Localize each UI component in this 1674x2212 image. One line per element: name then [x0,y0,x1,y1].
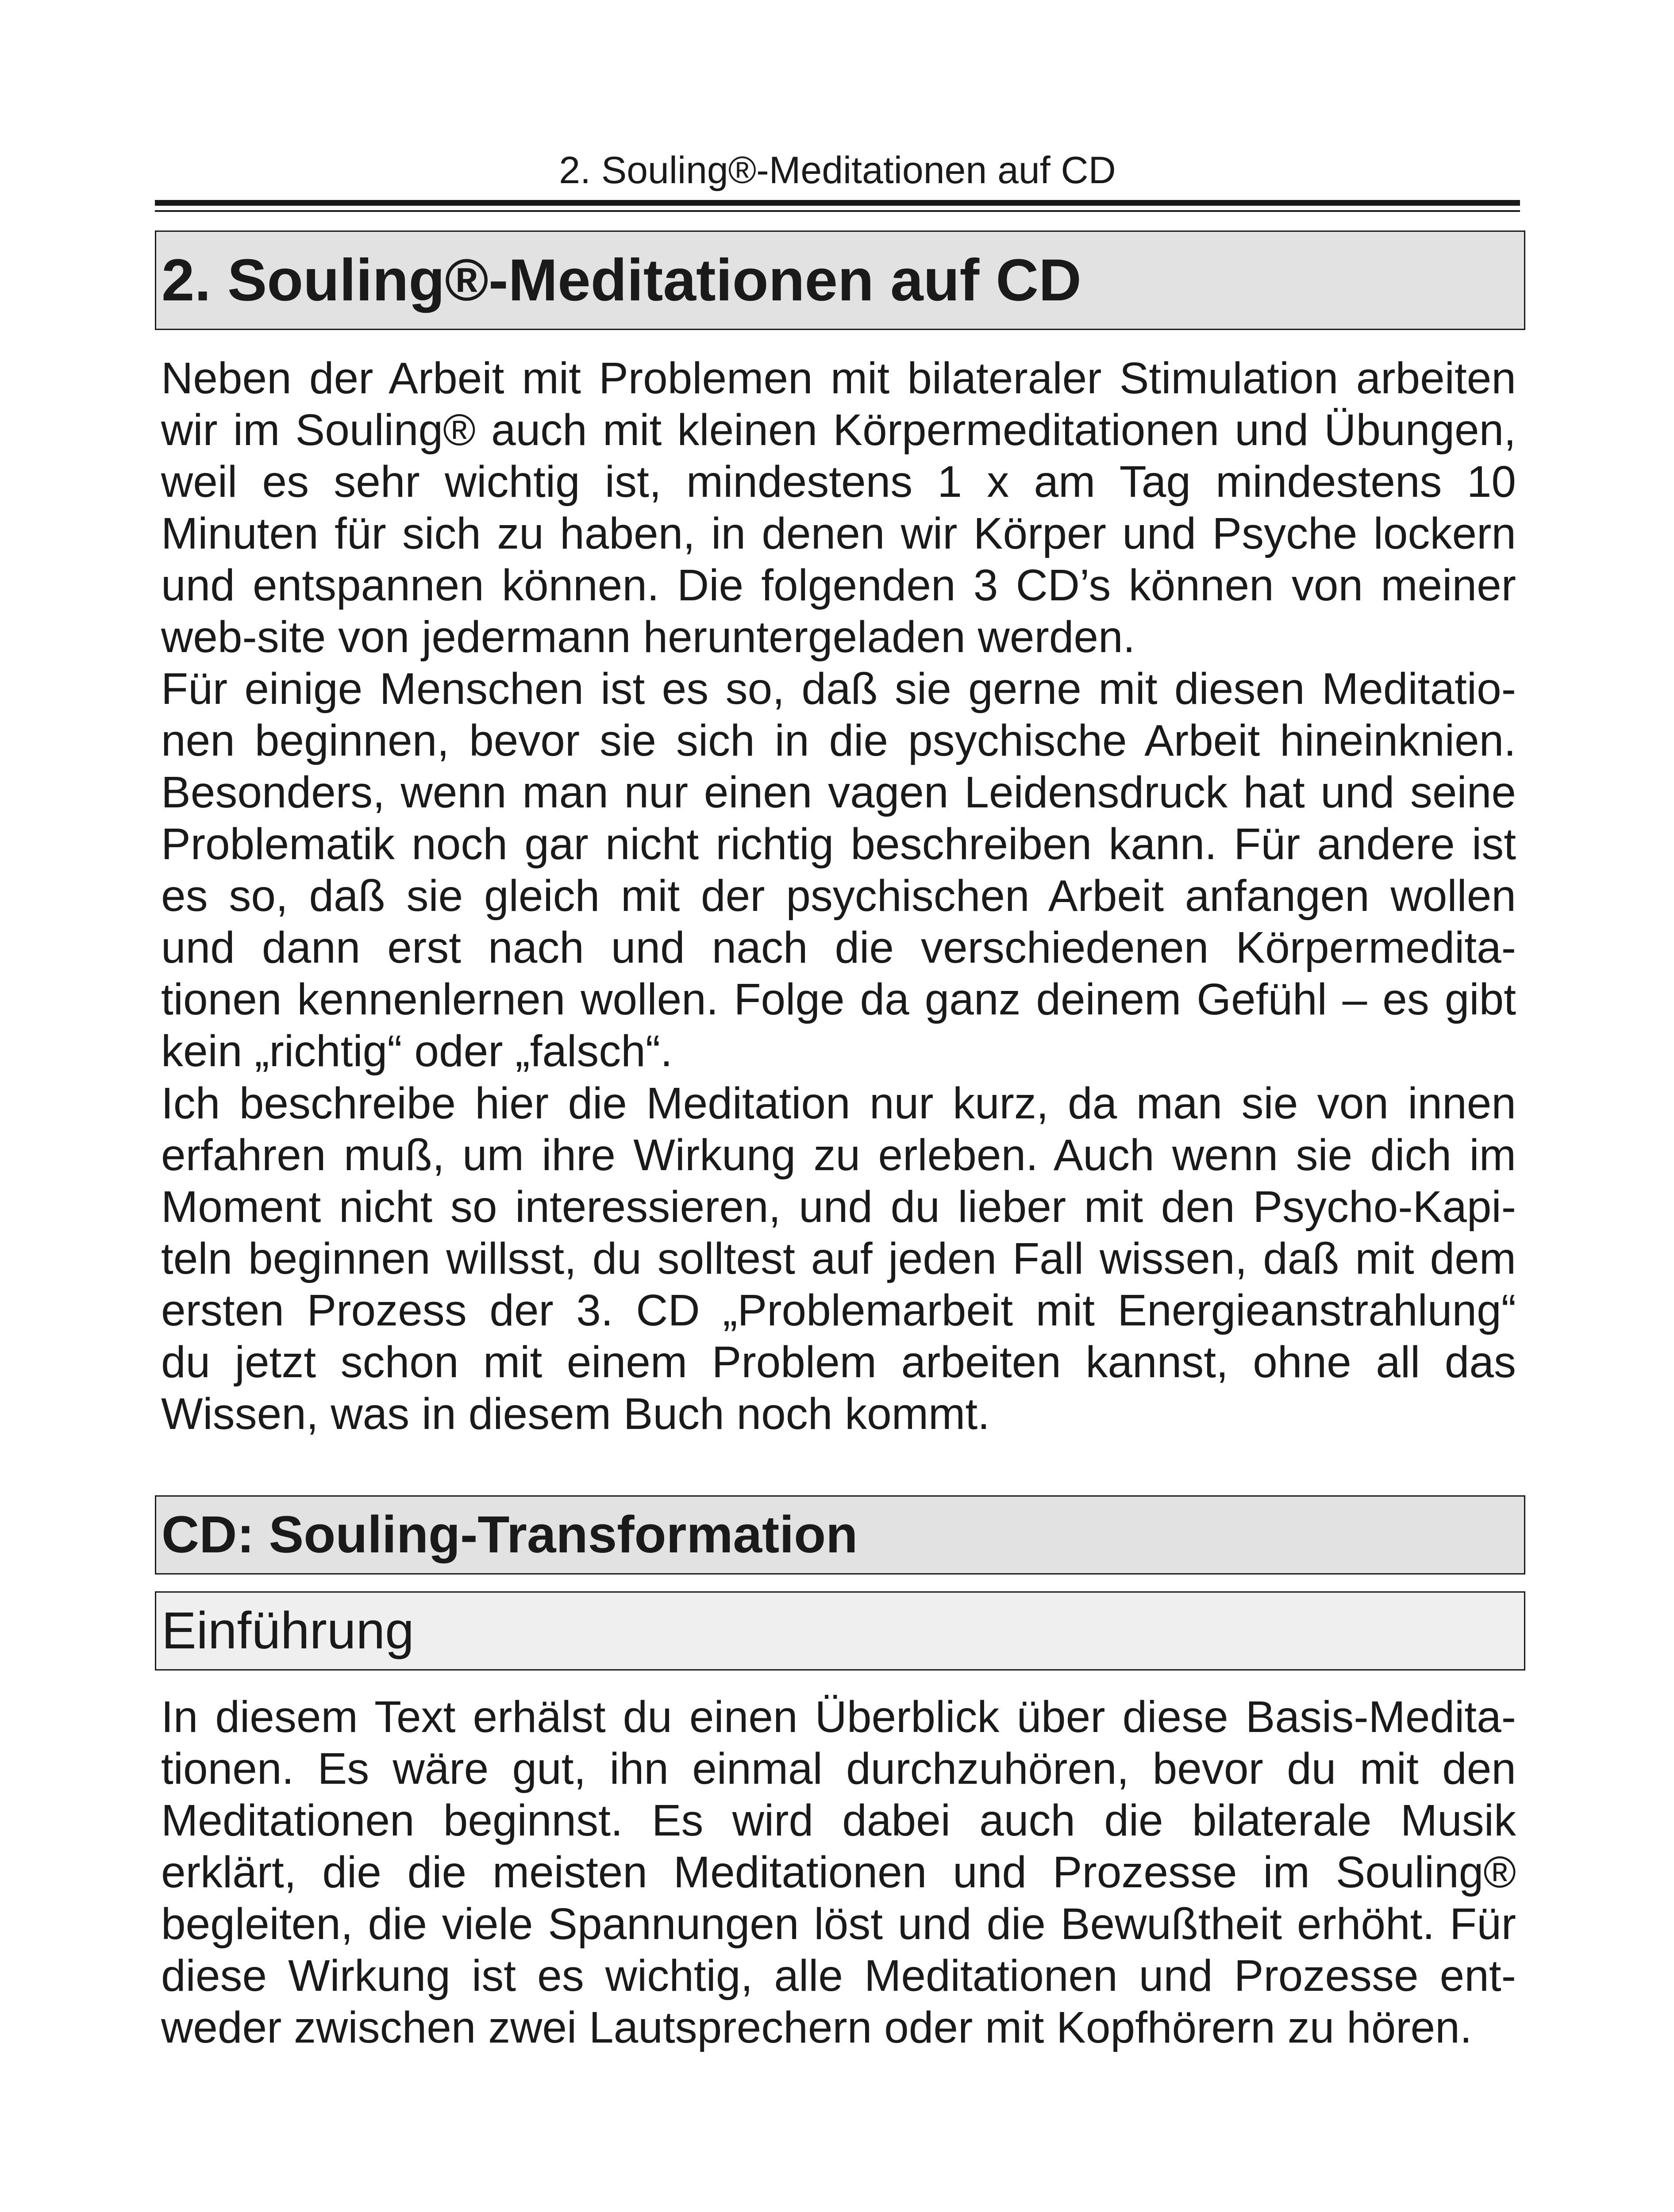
paragraph-3 [161,1078,1516,1440]
paragraph-4 [161,1691,1516,2054]
text-line: du jetzt schon mit einem Problem arbeiten kannst, ohne all das [161,1337,1516,1387]
subsection-title: Einführung [162,1601,414,1660]
text-line: erfahren muß, um ihre Wirkung zu erleben. Auch wenn sie dich im [161,1130,1516,1180]
section-title-box [155,1495,1525,1575]
text-line: tionen kennenlernen wollen. Folge da ganz deinem Gefühl – es gibt [161,975,1516,1024]
chapter-title: 2. Souling®-Meditationen auf CD [162,247,1081,313]
section-title: CD: Souling-Transformation [162,1505,858,1564]
running-header: 2. Souling®-Meditationen auf CD [559,149,1116,192]
text-line: begleiten, die viele Spannungen löst und die Bewußtheit erhöht. Für [161,1899,1516,1949]
text-line: und entspannen können. Die folgenden 3 CD’s können von meiner [161,561,1516,610]
text-line: diese Wirkung ist es wichtig, alle Meditationen und Prozesse ent- [161,1951,1516,2001]
paragraph-2 [161,663,1516,1077]
text-line: es so, daß sie gleich mit der psychischen Arbeit anfangen wollen [161,871,1516,921]
text-line: Neben der Arbeit mit Problemen mit bilateraler Stimulation arbeiten [161,353,1516,403]
text-line: kein „richtig“ oder „falsch“. [161,1026,673,1076]
paragraph-1 [161,353,1516,663]
text-line: Besonders, wenn man nur einen vagen Leidensdruck hat und seine [161,768,1516,817]
text-line: Für einige Menschen ist es so, daß sie gerne mit diesen Meditatio- [161,664,1516,714]
text-line: und dann erst nach und nach die verschiedenen Körpermedita- [161,923,1516,972]
text-line: tionen. Es wäre gut, ihn einmal durchzuhören, bevor du mit den [161,1744,1516,1793]
header-rule-thin [155,210,1520,212]
header-rule-thick [155,200,1520,206]
text-line: Minuten für sich zu haben, in denen wir Körper und Psyche lockern [161,509,1516,558]
text-line: weil es sehr wichtig ist, mindestens 1 x am Tag mindestens 10 [161,457,1516,507]
subsection-title-box [155,1591,1525,1671]
text-line: Moment nicht so interessieren, und du lieber mit den Psycho-Kapi- [161,1182,1516,1232]
text-line: In diesem Text erhälst du einen Überblick über diese Basis-Medita- [161,1692,1516,1742]
text-line: Meditationen beginnst. Es wird dabei auch die bilaterale Musik [161,1796,1516,1845]
text-line: nen beginnen, bevor sie sich in die psychische Arbeit hineinknien. [161,716,1516,765]
text-line: web-site von jedermann heruntergeladen werden. [161,612,1135,662]
text-line: teln beginnen willsst, du solltest auf jeden Fall wissen, daß mit dem [161,1234,1516,1283]
text-line: Problematik noch gar nicht richtig beschreiben kann. Für andere ist [161,819,1516,869]
text-line: erklärt, die die meisten Meditationen und Prozesse im Souling® [161,1847,1516,1897]
text-line: Wissen, was in diesem Buch noch kommt. [161,1389,990,1439]
text-line: wir im Souling® auch mit kleinen Körpermeditationen und Übungen, [161,405,1516,455]
chapter-title-box [155,230,1525,330]
text-line: ersten Prozess der 3. CD „Problemarbeit mit Energieanstrahlung“ [161,1286,1516,1335]
text-line: Ich beschreibe hier die Meditation nur kurz, da man sie von innen [161,1079,1516,1128]
text-line: weder zwischen zwei Lautsprechern oder mit Kopfhörern zu hören. [161,2003,1472,2052]
